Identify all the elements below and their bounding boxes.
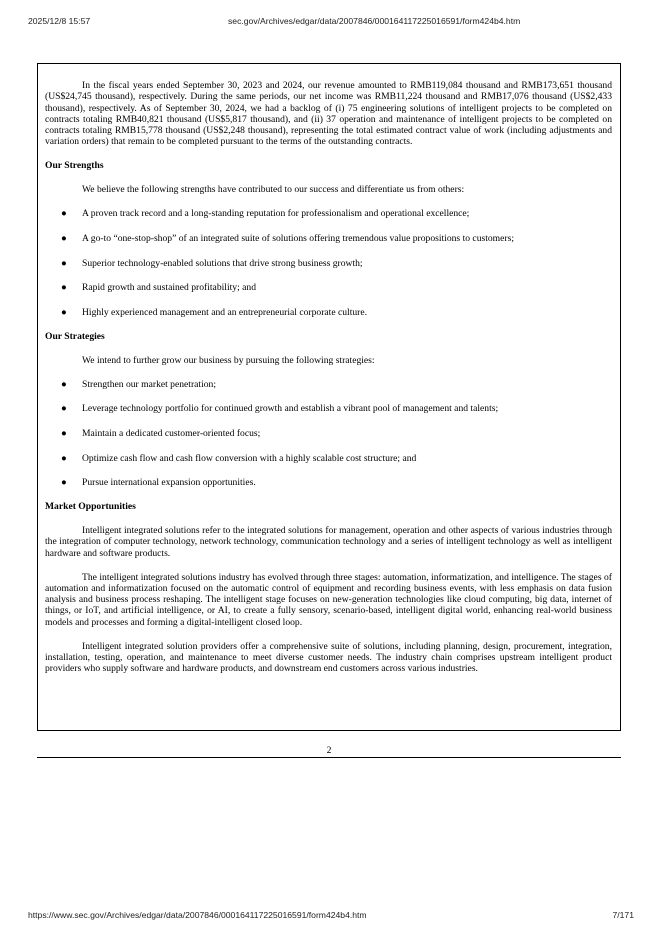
market-paragraph: Intelligent integrated solutions refer to the integrated solutions for management, operation and other aspects of various industries through the integration of computer technology, network technology, communication technology and a series of intelligent technology as well as intelligent hardware and software products. bbox=[45, 525, 612, 559]
strategy-item bbox=[45, 428, 612, 439]
strategies-intro: We intend to further grow our business by pursuing the following strategies: bbox=[82, 354, 375, 366]
browser-print-footer bbox=[28, 910, 634, 922]
market-heading: Market Opportunities bbox=[45, 501, 136, 513]
strategies-heading: Our Strategies bbox=[45, 330, 105, 342]
strength-item-text: A go-to “one-stop-shop” of an integrated suite of solutions offering tremendous value propositions to customers; bbox=[82, 232, 514, 244]
market-paragraph: Intelligent integrated solution providers offer a comprehensive suite of solutions, including planning, design, procurement, integration, installation, testing, operation, and maintenance to meet diverse customer needs. The industry chain comprises upstream intelligent product providers who supply software and hardware products, and downstream end customers across various industries. bbox=[45, 640, 612, 675]
bullet-icon: ● bbox=[61, 282, 67, 294]
market-paragraph: The intelligent integrated solutions industry has evolved through three stages: automation, informatization, and intelligence. The stages of automation and informatization focused on the automatic control of equipment and recording business events, with less emphasis on data fusion analysis and business process reshaping. The intelligent stage focuses on new-generation technologies like cloud computing, big data, internet of things, or IoT, and artificial intelligence, or AI, to create a fully sensory, scenario-based, intelligent digital world, enhancing real-world business models and processes and forming a digital-intelligent closed loop. bbox=[45, 571, 612, 628]
strategy-item bbox=[45, 403, 612, 414]
bullet-icon: ● bbox=[61, 257, 67, 269]
strategy-item-text: Pursue international expansion opportunities. bbox=[82, 477, 256, 489]
strength-item bbox=[45, 307, 612, 318]
bullet-icon: ● bbox=[61, 452, 67, 464]
strengths-list bbox=[45, 208, 612, 318]
strategy-item-text: Leverage technology portfolio for continued growth and establish a vibrant pool of management and talents; bbox=[82, 403, 499, 415]
strength-item bbox=[45, 258, 612, 269]
strategy-item bbox=[45, 379, 612, 390]
print-page-counter: 7/171 bbox=[612, 910, 634, 920]
bullet-icon: ● bbox=[61, 232, 67, 244]
strategy-item-text: Maintain a dedicated customer-oriented focus; bbox=[82, 427, 261, 439]
intro-paragraph: In the fiscal years ended September 30, 2023 and 2024, our revenue amounted to RMB119,084 thousand and RMB173,651 thousand (US$24,745 thousand), respectively. During the same periods, our net income was RMB11,224 thousand and RMB17,076 thousand (US$2,433 thousand), respectively. As of September 30, 2024, we had a backlog of (i) 75 engineering solutions of intelligent projects to be completed on contracts totaling RMB40,821 thousand (US$5,817 thousand), and (ii) 37 operation and maintenance of intelligent projects to be completed on contracts totaling RMB15,778 thousand (US$2,248 thousand), representing the total estimated contract value of work (including adjustments and variation orders) that remain to be completed pursuant to the terms of the outstanding contracts. bbox=[45, 80, 612, 148]
print-url: https://www.sec.gov/Archives/edgar/data/2007846/000164117225016591/form424b4.htm bbox=[28, 910, 367, 920]
bullet-icon: ● bbox=[61, 427, 67, 439]
print-page-title: sec.gov/Archives/edgar/data/2007846/000164117225016591/form424b4.htm bbox=[228, 16, 521, 26]
strategies-list bbox=[45, 379, 612, 489]
document-content-box bbox=[37, 63, 621, 731]
strategy-item bbox=[45, 477, 612, 488]
bullet-icon: ● bbox=[61, 477, 67, 489]
page-divider bbox=[37, 757, 621, 758]
strategy-item-text: Strengthen our market penetration; bbox=[82, 378, 217, 390]
strengths-heading: Our Strengths bbox=[45, 160, 104, 172]
bullet-icon: ● bbox=[61, 403, 67, 415]
bullet-icon: ● bbox=[61, 208, 67, 220]
strategy-item-text: Optimize cash flow and cash flow conversion with a highly scalable cost structure; and bbox=[82, 452, 417, 464]
strategy-item bbox=[45, 453, 612, 464]
strength-item-text: Highly experienced management and an entrepreneurial corporate culture. bbox=[82, 306, 368, 318]
strength-item-text: Superior technology-enabled solutions that drive strong business growth; bbox=[82, 257, 363, 269]
print-datetime: 2025/12/8 15:57 bbox=[28, 16, 91, 26]
strength-item bbox=[45, 208, 612, 219]
strength-item-text: Rapid growth and sustained profitability; and bbox=[82, 282, 256, 294]
strength-item-text: A proven track record and a long-standing reputation for professionalism and operational excellence; bbox=[82, 208, 470, 220]
strength-item bbox=[45, 282, 612, 293]
browser-print-header bbox=[28, 16, 634, 28]
strength-item bbox=[45, 233, 612, 244]
page-number: 2 bbox=[326, 745, 332, 756]
bullet-icon: ● bbox=[61, 378, 67, 390]
bullet-icon: ● bbox=[61, 306, 67, 318]
strengths-intro: We believe the following strengths have contributed to our success and differentiate us from others: bbox=[82, 184, 465, 196]
